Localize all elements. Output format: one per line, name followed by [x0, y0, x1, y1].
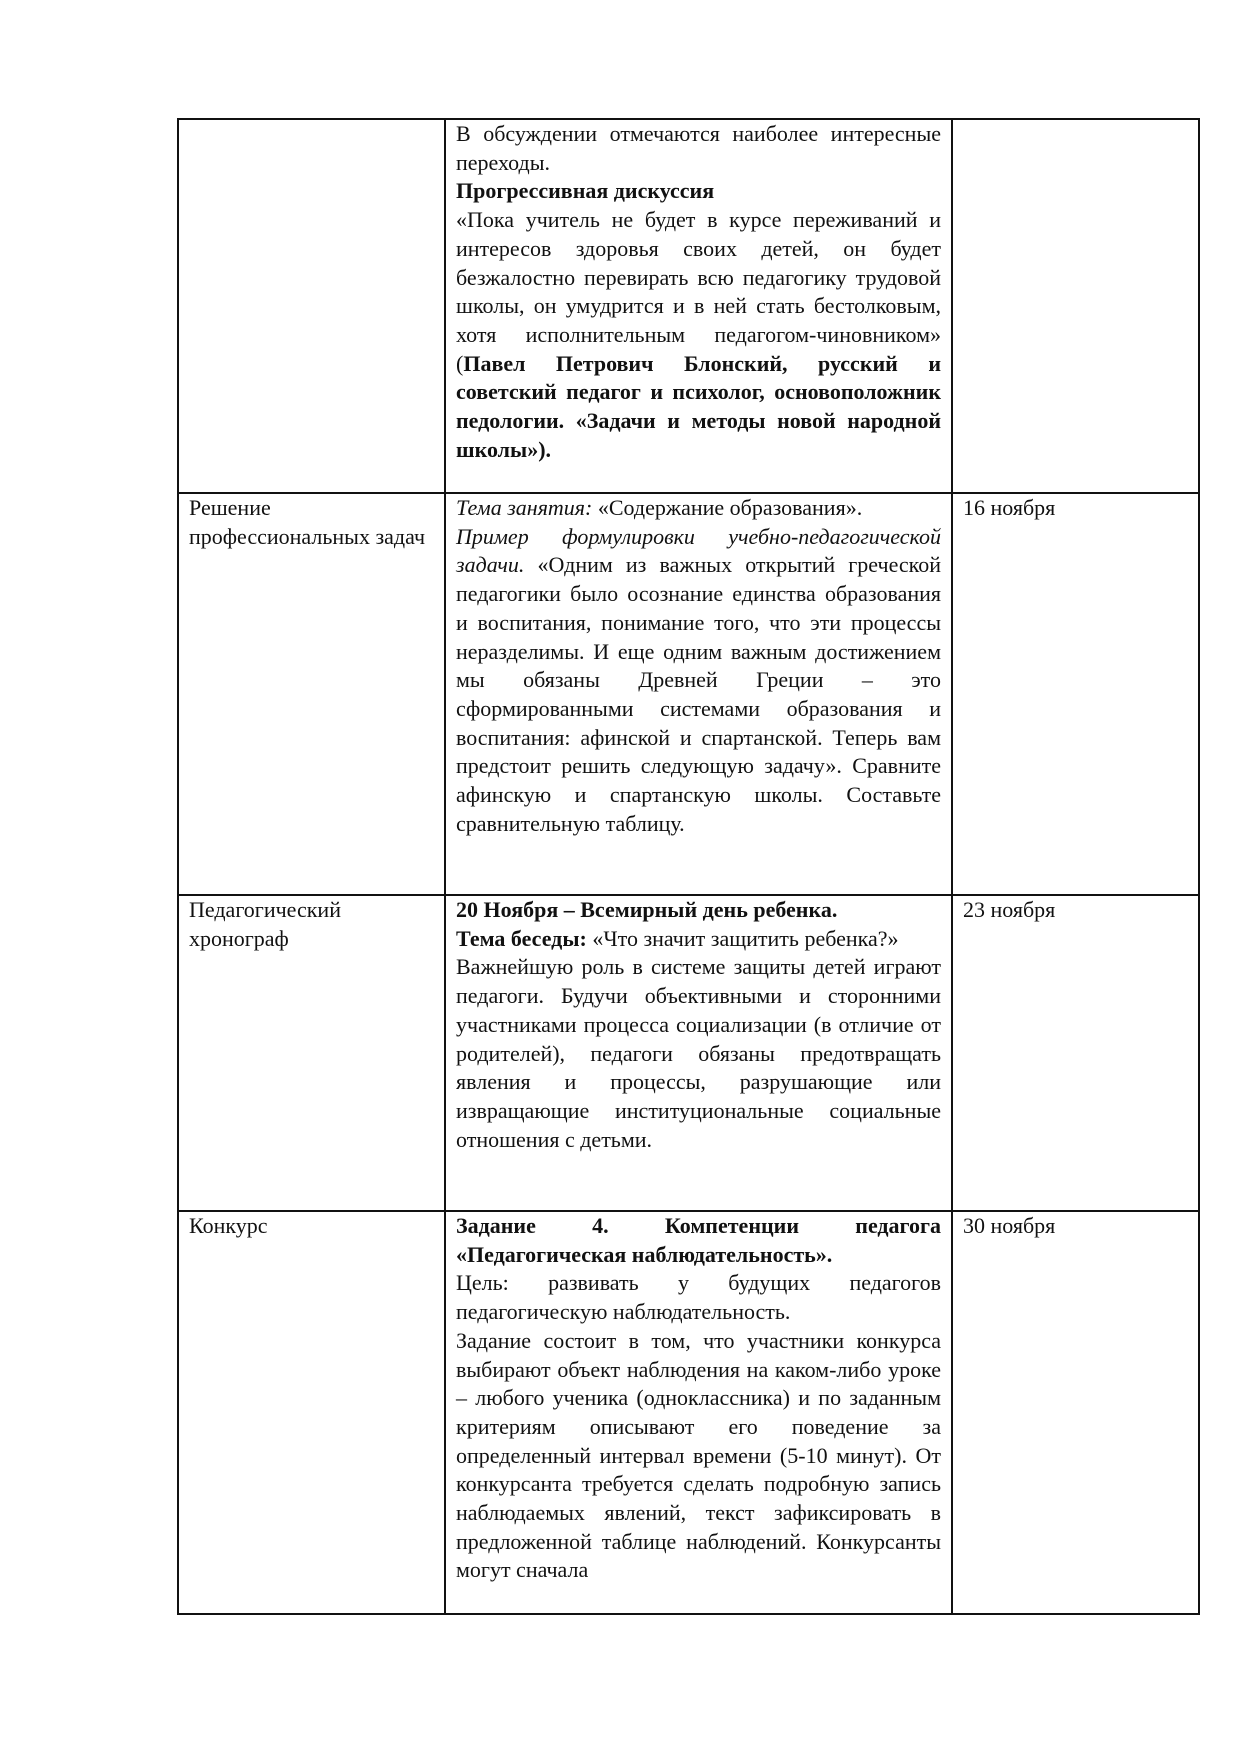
schedule-table	[177, 118, 1200, 1615]
date-cell	[952, 119, 1199, 493]
category-cell: Конкурс	[178, 1211, 445, 1614]
example-label: Пример формулировки учебно-педагогической задачи.	[456, 523, 941, 578]
table-row	[178, 895, 1199, 1211]
section-heading: Прогрессивная дискуссия	[456, 178, 715, 204]
quote-paragraph	[456, 206, 941, 464]
table-row	[178, 493, 1199, 895]
table-row	[178, 119, 1199, 493]
goal-paragraph: Цель: развивать у будущих педагогов педагогическую наблюдательность.	[456, 1270, 941, 1325]
topic-line	[456, 925, 941, 954]
quote-author: Павел Петрович Блонский, русский и советский педагог и психолог, основоположник педологии. «Задачи и методы новой народной школы»).	[456, 350, 941, 462]
body-paragraph: Задание состоит в том, что участники конкурса выбирают объект наблюдения на каком-либо уроке – любого ученика (одноклассника) и по заданным критериям описывают его поведение за определенный интервал времени (5-10 минут). От конкурсанта требуется сделать подробную запись наблюдаемых явлений, текст зафиксировать в предложенной таблице наблюдений. Конкурсанты могут сначала	[456, 1327, 941, 1583]
content-cell	[445, 119, 952, 493]
content-cell	[445, 493, 952, 895]
event-heading: 20 Ноября – Всемирный день ребенка.	[456, 897, 838, 922]
topic-label: Тема занятия:	[456, 495, 593, 520]
category-cell: Решение профессиональных задач	[178, 493, 445, 895]
example-text: «Одним из важных открытий греческой педагогики было осознание единства образования и воспитания, понимание того, что эти процессы неразделимы. И еще одним важным достижением мы обязаны Древней Греции – это сформированными системами образования и воспитания: афинской и спартанской. Теперь вам предстоит решить следующую задачу». Сравните афинскую и спартанскую школы. Составьте сравнительную таблицу.	[456, 552, 941, 836]
table-row	[178, 1211, 1199, 1614]
topic-text: «Что значит защитить ребенка?»	[586, 925, 899, 951]
topic-text: «Содержание образования».	[592, 495, 863, 520]
discussion-note: В обсуждении отмечаются наиболее интересные переходы.	[456, 121, 941, 175]
topic-line	[456, 494, 941, 523]
category-cell: Педагогический хронограф	[178, 895, 445, 1211]
example-paragraph	[456, 523, 941, 839]
content-cell	[445, 895, 952, 1211]
date-cell: 23 ноября	[952, 895, 1199, 1211]
category-cell	[178, 119, 445, 493]
date-cell: 16 ноября	[952, 493, 1199, 895]
date-cell: 30 ноября	[952, 1211, 1199, 1614]
body-paragraph: Важнейшую роль в системе защиты детей играют педагоги. Будучи объективными и сторонними участниками процесса социализации (в отличие от родителей), педагоги обязаны предотвращать явления и процессы, разрушающие или извращающие институциональные социальные отношения с детьми.	[456, 954, 941, 1152]
quote-text: «Пока учитель не будет в курсе переживаний и интересов здоровья своих детей, он будет безжалостно перевирать всю педагогику трудовой школы, он умудрится и в ней стать бестолковым, хотя исполнительным педагогом-чиновником» (	[456, 207, 941, 376]
topic-label: Тема беседы:	[456, 925, 587, 951]
task-heading: Задание 4. Компетенции педагога «Педагогическая наблюдательность».	[456, 1213, 941, 1267]
content-cell	[445, 1211, 952, 1614]
